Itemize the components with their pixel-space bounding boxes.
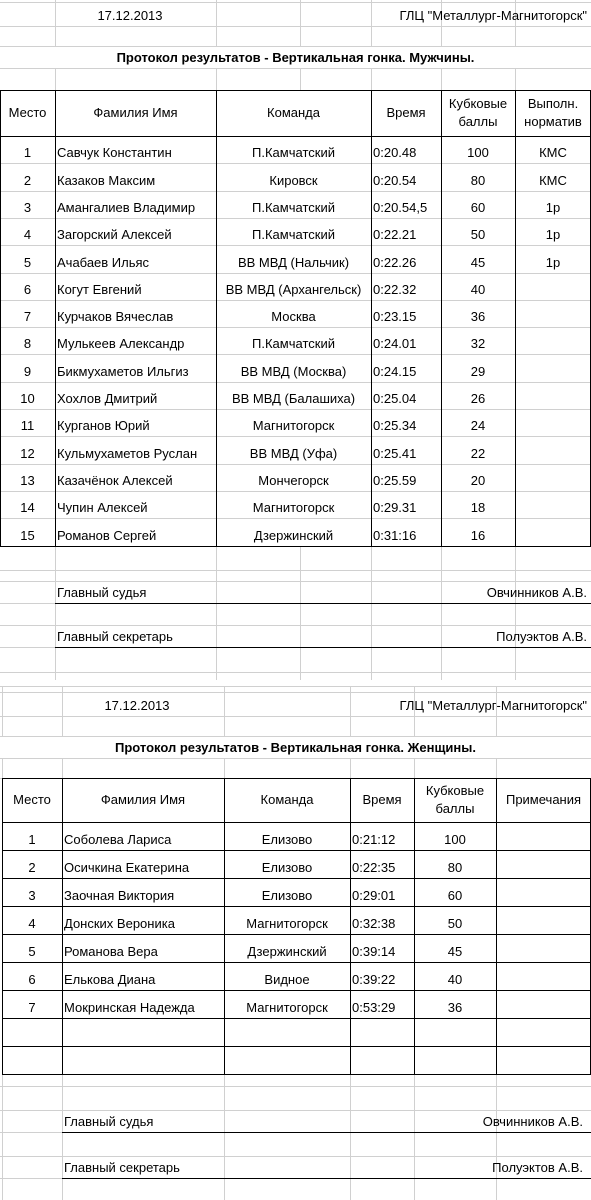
cell-place: 5 [28,944,36,959]
cell-norm: КМС [539,173,567,188]
grid-line [350,1074,351,1200]
cell-name: Елькова Диана [64,972,156,987]
table-row [0,990,591,1018]
cell-norm [515,491,591,518]
men-secretary-name: Полуэктов А.В. [496,629,587,644]
cell-points: 60 [470,200,486,215]
grid-line [216,546,217,680]
cell-name: Мокринская Надежда [64,1000,195,1015]
men-date: 17.12.2013 [97,8,163,23]
cell-team: Кировск [269,173,318,188]
women-venue: ГЛЦ "Металлург-Магнитогорск" [399,698,587,713]
cell-time: 0:20.54 [373,173,417,188]
grid-line [0,758,591,759]
cell-norm: КМС [539,145,567,160]
cell-team: ВВ МВД (Уфа) [249,446,338,461]
cell-notes [496,878,591,906]
grid-line [496,758,497,778]
cell-points: 40 [447,972,463,987]
cell-points: 22 [470,446,486,461]
cell-points: 20 [470,473,486,488]
row-line [2,1046,591,1047]
cell-place: 7 [28,1000,36,1015]
cell-team: Дзержинский [253,528,334,543]
women-title: Протокол результатов - Вертикальная гонка. Женщины. [115,740,476,755]
cell-team: Магнитогорск [246,916,328,931]
cell-points: 50 [470,227,486,242]
cell-place: 10 [20,391,35,406]
cell-norm [515,409,591,436]
table-row [0,354,591,382]
table-row [0,191,591,218]
cell-name: Соболева Лариса [64,832,172,847]
men-header-norm-line1: Выполн. [527,96,579,111]
men-judge-name: Овчинников А.В. [486,585,587,600]
cell-time: 0:20.48 [373,145,417,160]
cell-norm [515,436,591,464]
cell-team: ВВ МВД (Архангельск) [225,282,362,297]
cell-points: 100 [444,832,466,847]
cell-team: П.Камчатский [252,200,335,215]
cell-place: 13 [20,473,35,488]
grid-line [300,546,301,680]
signature-line [55,603,591,604]
cell-time: 0:24.01 [373,336,417,351]
table-row [0,464,591,491]
cell-points: 18 [470,500,486,515]
cell-points: 45 [447,944,463,959]
table-row [0,136,591,163]
cell-norm: 1р [545,200,561,215]
cell-norm [515,273,591,300]
women-header-points [414,778,496,822]
cell-place: 14 [20,500,35,515]
grid-line [0,1086,591,1087]
table-border [0,546,591,547]
cell-name: Казаков Максим [57,173,156,188]
grid-line [0,672,591,673]
men-venue: ГЛЦ "Металлург-Магнитогорск" [399,8,587,23]
cell-points: 36 [470,309,486,324]
cell-norm [515,464,591,491]
cell-name: Курчаков Вячеслав [57,309,174,324]
men-title: Протокол результатов - Вертикальная гонка. Мужчины. [116,50,475,65]
table-row [0,962,591,990]
cell-time: 0:22.21 [373,227,417,242]
cell-norm: 1р [545,227,561,242]
cell-name: Загорский Алексей [57,227,172,242]
cell-points: 40 [470,282,486,297]
table-row [0,327,591,354]
cell-time: 0:21:12 [352,832,396,847]
cell-time: 0:25.34 [373,418,417,433]
cell-notes [496,962,591,990]
cell-time: 0:25.41 [373,446,417,461]
men-judge-label: Главный судья [57,585,147,600]
grid-line [371,546,372,680]
grid-line [350,758,351,778]
cell-team: Магнитогорск [252,418,335,433]
cell-place: 2 [23,173,32,188]
table-row [0,906,591,934]
table-row [0,382,591,409]
cell-time: 0:23.15 [373,309,417,324]
cell-place: 9 [23,364,32,379]
table-row [0,300,591,327]
grid-line [300,68,301,90]
grid-line [0,26,591,27]
women-header-notes: Примечания [505,792,582,807]
cell-time: 0:20.54,5 [373,200,428,215]
cell-time: 0:25.04 [373,391,417,406]
cell-norm [515,518,591,546]
cell-team: П.Камчатский [252,145,335,160]
cell-time: 0:22.26 [373,255,417,270]
cell-name: Романов Сергей [57,528,157,543]
cell-place: 11 [20,418,35,433]
table-row [0,518,591,546]
table-row [0,218,591,245]
grid-line [441,68,442,90]
cell-points: 16 [470,528,486,543]
grid-line [216,68,217,90]
grid-line [55,546,56,680]
grid-line [0,716,591,717]
women-judge-label: Главный судья [64,1114,154,1129]
table-row [0,491,591,518]
cell-place: 4 [28,916,36,931]
cell-points: 32 [470,336,486,351]
table-row [0,163,591,191]
women-results-sheet [0,686,591,1200]
cell-time: 0:24.15 [373,364,417,379]
table-row [0,409,591,436]
women-header-points-line2: баллы [435,801,475,816]
cell-time: 0:39:14 [352,944,396,959]
cell-name: Хохлов Дмитрий [57,391,158,406]
women-header-place: Место [13,792,51,807]
cell-place: 4 [23,227,32,242]
grid-line [0,68,591,69]
men-header-norm [515,90,591,136]
men-header-team: Команда [267,105,320,120]
grid-line [0,686,591,687]
cell-place: 12 [20,446,35,461]
cell-name: Савчук Константин [57,145,172,160]
cell-team: Москва [271,309,316,324]
cell-notes [496,934,591,962]
cell-points: 100 [467,145,489,160]
cell-norm [515,354,591,382]
men-secretary-label: Главный секретарь [57,629,173,644]
grid-line [2,1074,3,1200]
grid-line [62,1074,63,1200]
cell-place: 7 [23,309,32,324]
signature-line [62,1178,591,1179]
cell-place: 6 [28,972,36,987]
cell-points: 24 [470,418,486,433]
cell-name: Чупин Алексей [57,500,148,515]
cell-time: 0:25.59 [373,473,417,488]
men-header-time: Время [386,105,426,120]
row-line [2,1018,591,1019]
cell-time: 0:31:16 [373,528,417,543]
cell-time: 0:22:35 [352,860,396,875]
women-secretary-label: Главный секретарь [64,1160,180,1175]
table-row [0,934,591,962]
men-header-name: Фамилия Имя [93,105,178,120]
cell-team: Елизово [261,888,313,903]
women-header-points-line1: Кубковые [425,783,485,798]
cell-notes [496,850,591,878]
table-row [0,436,591,464]
cell-norm [515,327,591,354]
cell-name: Курганов Юрий [57,418,150,433]
cell-place: 3 [23,200,32,215]
cell-points: 60 [447,888,463,903]
cell-team: П.Камчатский [252,227,335,242]
table-row [0,878,591,906]
grid-line [515,546,516,680]
cell-team: П.Камчатский [252,336,335,351]
cell-team: Елизово [261,832,313,847]
cell-team: Мончегорск [258,473,329,488]
grid-line [224,758,225,778]
cell-norm [515,300,591,327]
cell-team: ВВ МВД (Балашиха) [231,391,356,406]
grid-line [2,758,3,778]
cell-team: ВВ МВД (Москва) [240,364,347,379]
grid-line [224,686,225,736]
cell-name: Когут Евгений [57,282,142,297]
signature-line [55,647,591,648]
cell-name: Донских Вероника [64,916,175,931]
cell-time: 0:22.32 [373,282,417,297]
cell-name: Романова Вера [64,944,158,959]
cell-points: 36 [447,1000,463,1015]
grid-line [441,546,442,680]
grid-line [371,68,372,90]
cell-place: 5 [23,255,32,270]
cell-team: Елизово [261,860,313,875]
grid-line [414,1074,415,1200]
table-row [0,245,591,273]
cell-time: 0:29.31 [373,500,417,515]
cell-name: Казачёнок Алексей [57,473,173,488]
cell-name: Ачабаев Ильяс [57,255,150,270]
cell-team: Дзержинский [247,944,327,959]
grid-line [0,570,591,571]
grid-line [224,1074,225,1200]
cell-name: Амангалиев Владимир [57,200,196,215]
men-header-points [441,90,515,136]
cell-name: Бикмухаметов Ильгиз [57,364,189,379]
grid-line [515,68,516,90]
cell-name: Заочная Виктория [64,888,175,903]
men-header-points-line1: Кубковые [448,96,508,111]
cell-team: Магнитогорск [246,1000,328,1015]
cell-name: Кульмухаметов Руслан [57,446,198,461]
cell-place: 1 [23,145,32,160]
cell-points: 80 [447,860,463,875]
cell-place: 1 [28,832,36,847]
cell-notes [496,990,591,1018]
cell-time: 0:39:22 [352,972,396,987]
cell-time: 0:32:38 [352,916,396,931]
cell-team: Магнитогорск [252,500,335,515]
table-row [0,822,591,850]
cell-points: 50 [447,916,463,931]
cell-place: 8 [23,336,32,351]
cell-points: 26 [470,391,486,406]
cell-time: 0:29:01 [352,888,396,903]
women-secretary-name: Полуэктов А.В. [492,1160,583,1175]
grid-line [414,758,415,778]
cell-place: 2 [28,860,36,875]
women-header-team: Команда [260,792,314,807]
men-header-points-line2: баллы [458,114,498,129]
table-row [0,273,591,300]
cell-place: 15 [20,528,35,543]
women-judge-name: Овчинников А.В. [482,1114,583,1129]
cell-name: Мулькеев Александр [57,336,185,351]
cell-time: 0:53:29 [352,1000,396,1015]
grid-line [216,0,217,46]
grid-line [62,758,63,778]
women-header-name: Фамилия Имя [100,792,186,807]
signature-line [62,1132,591,1133]
table-border [2,1074,591,1075]
men-header-place: Место [8,105,47,120]
women-date: 17.12.2013 [104,698,170,713]
cell-name: Осичкина Екатерина [64,860,190,875]
grid-line [2,686,3,736]
cell-points: 45 [470,255,486,270]
cell-norm: 1р [545,255,561,270]
cell-team: ВВ МВД (Нальчик) [237,255,350,270]
grid-line [496,1074,497,1200]
cell-notes [496,906,591,934]
cell-notes [496,822,591,850]
cell-place: 3 [28,888,36,903]
women-header-time: Время [362,792,402,807]
grid-line [55,68,56,90]
cell-norm [515,382,591,409]
cell-team: Видное [264,972,310,987]
table-row [0,850,591,878]
men-header-norm-line2: норматив [524,114,582,129]
cell-place: 6 [23,282,32,297]
cell-points: 29 [470,364,486,379]
cell-points: 80 [470,173,486,188]
